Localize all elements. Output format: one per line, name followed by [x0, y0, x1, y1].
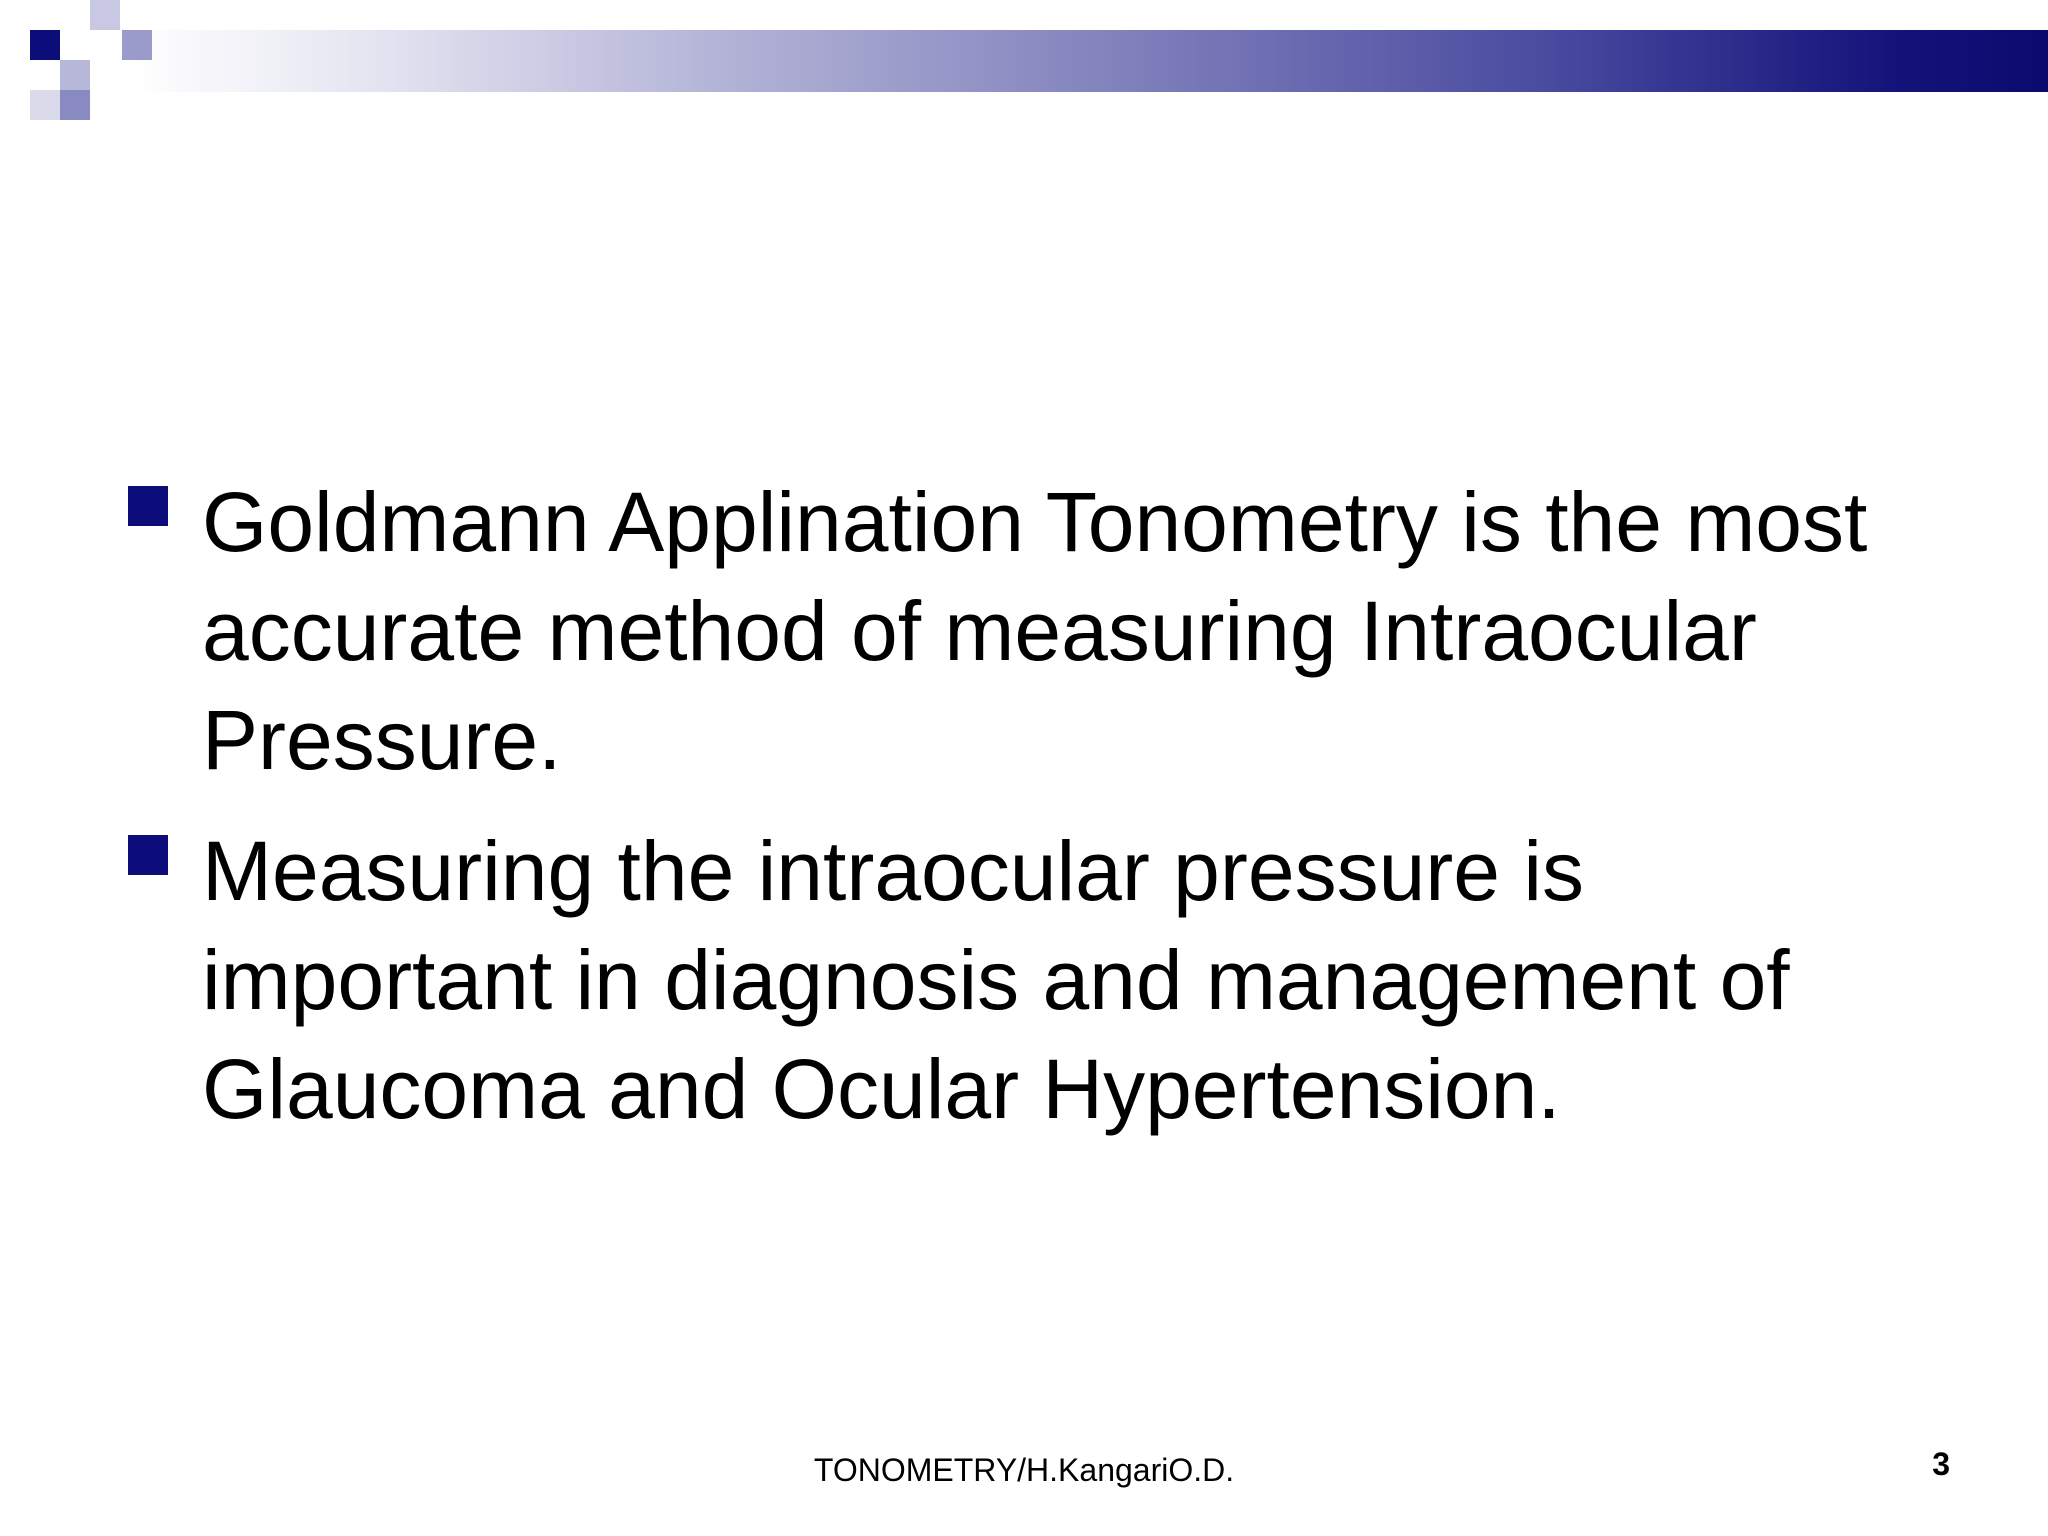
- square-bullet-icon: [128, 486, 168, 526]
- footer-text: TONOMETRY/H.KangariO.D.: [813, 1452, 1235, 1488]
- bullet-list: [128, 468, 1908, 1166]
- decorative-square: [90, 0, 120, 30]
- decorative-square: [30, 30, 60, 60]
- page-number: 3: [1932, 1446, 1950, 1482]
- list-item: [128, 817, 1908, 1144]
- header-gradient-bar: [130, 30, 2048, 92]
- bullet-text: Goldmann Applination Tonometry is the most accurate method of measuring Intraocular Pressure.: [202, 475, 1868, 787]
- decorative-square: [60, 60, 90, 90]
- decorative-square: [30, 90, 60, 120]
- bullet-text: Measuring the intraocular pressure is important in diagnosis and management of Glaucoma and Ocular Hypertension.: [202, 824, 1790, 1136]
- decorative-square: [60, 90, 90, 120]
- square-bullet-icon: [128, 835, 168, 875]
- list-item: [128, 468, 1908, 795]
- decorative-square: [122, 30, 152, 60]
